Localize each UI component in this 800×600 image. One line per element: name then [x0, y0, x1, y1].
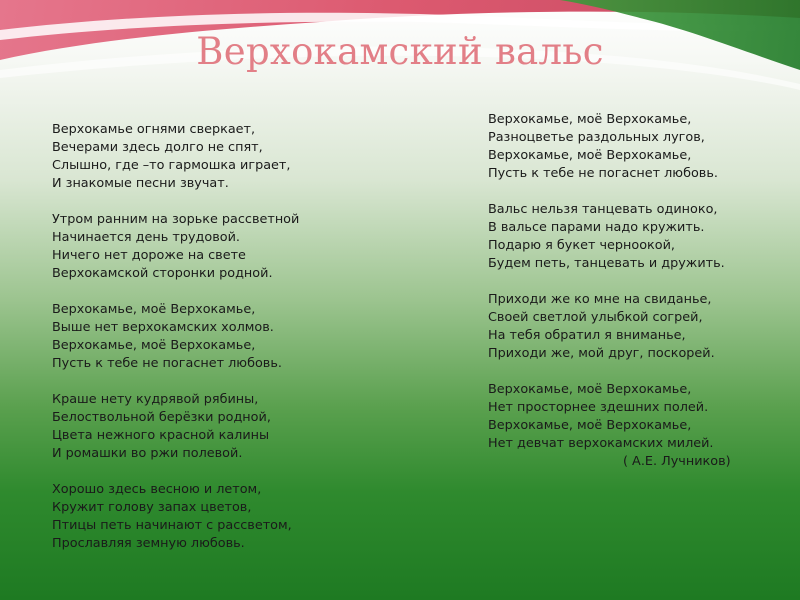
verse-line: Приходи же ко мне на свиданье, — [488, 292, 712, 307]
verse-line: Начинается день трудовой. — [52, 230, 240, 245]
stanza — [52, 121, 392, 193]
verse-line: Верхокамской сторонки родной. — [52, 266, 273, 281]
verse-line: Кружит голову запах цветов, — [52, 500, 252, 515]
verse-line: Выше нет верхокамских холмов. — [52, 320, 274, 335]
verse-line: В вальсе парами надо кружить. — [488, 220, 705, 235]
verse-line: Будем петь, танцевать и дружить. — [488, 256, 725, 271]
stanza — [52, 481, 392, 553]
verse-line: Верхокамье, моё Верхокамье, — [488, 418, 692, 433]
verse-line: Ничего нет дороже на свете — [52, 248, 246, 263]
verse-line: Цвета нежного красной калины — [52, 428, 270, 443]
verse-line: Пусть к тебе не погаснет любовь. — [52, 356, 282, 371]
verse-line: Вечерами здесь долго не спят, — [52, 140, 263, 155]
verse-line: Слышно, где –то гармошка играет, — [52, 158, 291, 173]
verse-line: Вальс нельзя танцевать одиноко, — [488, 202, 718, 217]
stanza — [488, 381, 788, 453]
stanza — [52, 391, 392, 463]
verse-line: Своей светлой улыбкой согрей, — [488, 310, 703, 325]
stanza — [488, 291, 788, 363]
verse-line: Утром ранним на зорьке рассветной — [52, 212, 300, 227]
verse-line: Разноцветье раздольных лугов, — [488, 130, 705, 145]
verse-line: Верхокамье, моё Верхокамье, — [52, 302, 256, 317]
verse-line: Краше нету кудрявой рябины, — [52, 392, 259, 407]
verse-line: Верхокамье огнями сверкает, — [52, 122, 256, 137]
verse-line: И знакомые песни звучат. — [52, 176, 229, 191]
right-column — [488, 111, 788, 471]
stanza — [488, 111, 788, 183]
verse-line: Верхокамье, моё Верхокамье, — [488, 382, 692, 397]
verse-line: Птицы петь начинают с рассветом, — [52, 518, 292, 533]
author-credit: ( А.Е. Лучников) — [623, 454, 731, 469]
verse-line: Подарю я букет черноокой, — [488, 238, 675, 253]
stanza — [52, 211, 392, 283]
verse-line: Хорошо здесь весною и летом, — [52, 482, 262, 497]
verse-line: Белоствольной берёзки родной, — [52, 410, 271, 425]
left-column — [52, 121, 392, 571]
verse-line: Приходи же, мой друг, поскорей. — [488, 346, 715, 361]
stanza — [488, 201, 788, 273]
verse-line: И ромашки во ржи полевой. — [52, 446, 243, 461]
verse-line: Нет девчат верхокамских милей. — [488, 436, 714, 451]
verse-line: Верхокамье, моё Верхокамье, — [488, 112, 692, 127]
verse-line: Нет просторнее здешних полей. — [488, 400, 709, 415]
verse-line: Верхокамье, моё Верхокамье, — [488, 148, 692, 163]
verse-line: Прославляя земную любовь. — [52, 536, 245, 551]
verse-line: Верхокамье, моё Верхокамье, — [52, 338, 256, 353]
verse-line: Пусть к тебе не погаснет любовь. — [488, 166, 718, 181]
page-title: Верхокамский вальс — [196, 30, 604, 73]
verse-line: На тебя обратил я вниманье, — [488, 328, 686, 343]
stanza — [52, 301, 392, 373]
